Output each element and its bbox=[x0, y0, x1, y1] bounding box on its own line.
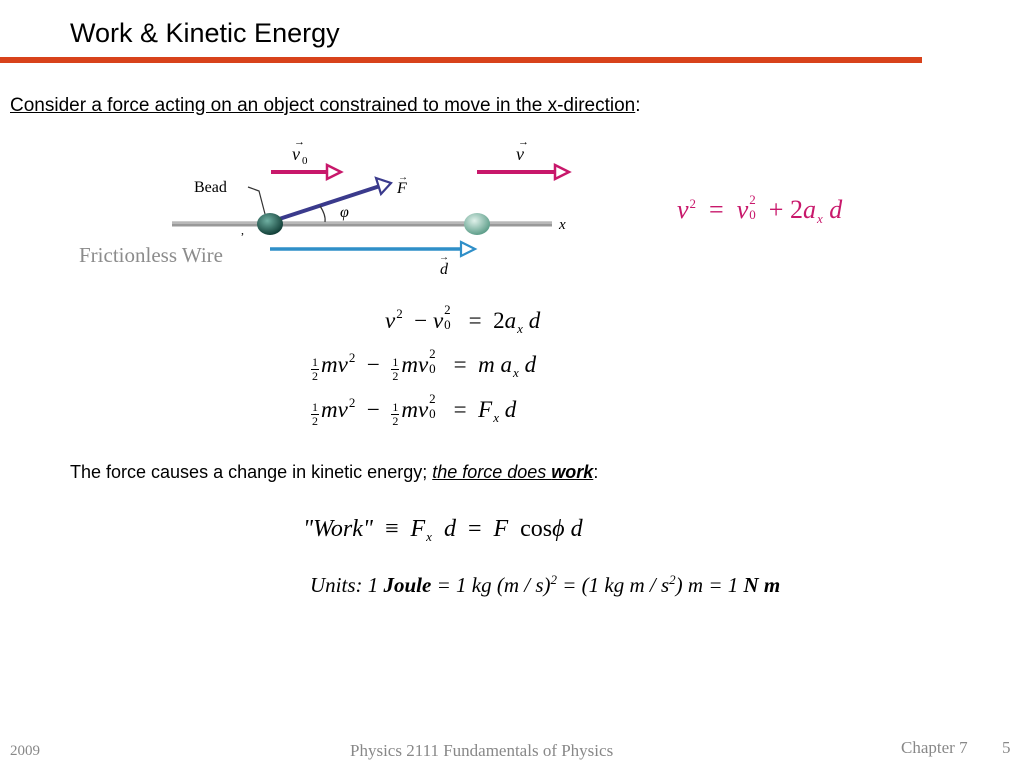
bead-label: Bead bbox=[194, 179, 227, 196]
bead-pointer-line bbox=[248, 187, 265, 214]
work-definition-equation bbox=[303, 516, 583, 545]
x-axis-label: x bbox=[559, 217, 566, 233]
F-label: F bbox=[397, 180, 407, 197]
eq-sup: 2 bbox=[429, 391, 436, 406]
eq-v: v bbox=[337, 352, 348, 377]
bead-initial bbox=[257, 213, 283, 235]
units-exp2: 2 bbox=[669, 572, 676, 587]
frac-num: 1 bbox=[312, 355, 318, 369]
units-line bbox=[310, 572, 780, 598]
eq-sup: 2 bbox=[749, 192, 756, 207]
d-label: d bbox=[440, 261, 448, 278]
phi-angle-arc bbox=[320, 206, 325, 222]
frac-den: 2 bbox=[312, 414, 318, 428]
cause-colon: : bbox=[593, 462, 599, 482]
units-exp1: 2 bbox=[550, 572, 557, 587]
v-arrowhead bbox=[555, 165, 569, 179]
frictionless-wire-label: Frictionless Wire bbox=[79, 243, 223, 267]
cause-plain: The force causes a change in kinetic energy; bbox=[70, 462, 433, 482]
eq-minus: − bbox=[366, 397, 380, 422]
footer-page-number: 5 bbox=[1002, 738, 1011, 757]
eq-sub: x bbox=[493, 410, 499, 425]
eq-v: v bbox=[337, 397, 348, 422]
eq-v: v bbox=[385, 308, 396, 333]
eq-v0: v bbox=[736, 195, 749, 224]
v0-arrow-symbol: → bbox=[294, 138, 305, 148]
eq-v: v bbox=[677, 195, 689, 224]
v-arrow-symbol: → bbox=[518, 138, 529, 148]
eq-minus: − bbox=[414, 308, 428, 333]
eq-m: m bbox=[478, 352, 495, 377]
eq-d: d bbox=[443, 516, 456, 542]
eq-minus: − bbox=[366, 352, 380, 377]
footer-year: 2009 bbox=[10, 743, 40, 759]
eq-sup: 2 bbox=[429, 346, 436, 361]
eq-equals: = bbox=[467, 516, 482, 542]
eq-m: m bbox=[401, 397, 418, 422]
eq-d: d bbox=[528, 308, 541, 333]
work-derivation-step-2 bbox=[311, 346, 537, 383]
intro-text bbox=[10, 95, 641, 117]
half-fraction bbox=[391, 356, 399, 383]
half-fraction bbox=[311, 401, 319, 428]
eq-plus: + bbox=[768, 195, 784, 224]
work-derivation-step-1 bbox=[385, 302, 541, 337]
eq-equals: = bbox=[468, 308, 482, 333]
frac-num: 1 bbox=[312, 400, 318, 414]
units-joule: Joule bbox=[383, 573, 432, 597]
intro-underlined: Consider a force acting on an object constrained to move in the x-direction bbox=[10, 95, 636, 116]
eq-sup: 2 bbox=[689, 196, 697, 211]
eq-sub: 0 bbox=[444, 317, 451, 332]
eq-d: d bbox=[829, 195, 843, 224]
units-part2: = (1 kg m / s bbox=[557, 573, 670, 597]
eq-sub: x bbox=[517, 321, 523, 336]
work-derivation-step-3 bbox=[311, 391, 517, 428]
eq-sup: 2 bbox=[348, 395, 356, 410]
eq-sub: x bbox=[426, 529, 432, 544]
footer-chapter: Chapter 7 bbox=[901, 738, 968, 757]
F-arrow-symbol: → bbox=[398, 172, 408, 183]
phi-label: φ bbox=[340, 204, 349, 221]
slide-title: Work & Kinetic Energy bbox=[70, 18, 340, 48]
eq-equals: = bbox=[453, 397, 467, 422]
eq-sub: x bbox=[816, 211, 823, 226]
v0-arrowhead bbox=[327, 165, 341, 179]
eq-v: v bbox=[417, 397, 429, 422]
force-arrowhead bbox=[376, 178, 391, 194]
v-label: v bbox=[516, 144, 524, 164]
eq-sup: 2 bbox=[396, 306, 403, 321]
eq-sup: 2 bbox=[444, 302, 451, 317]
eq-m: m bbox=[401, 352, 418, 377]
eq-m: m bbox=[321, 352, 338, 377]
intro-colon: : bbox=[635, 95, 641, 116]
displacement-arrowhead bbox=[461, 242, 475, 256]
frac-num: 1 bbox=[392, 355, 399, 369]
eq-sub: 0 bbox=[429, 361, 436, 376]
bead-final bbox=[464, 213, 490, 235]
eq-d: d bbox=[524, 352, 537, 377]
eq-sup: 2 bbox=[348, 350, 356, 365]
eq-sub: 0 bbox=[749, 207, 756, 222]
eq-a: a bbox=[504, 308, 517, 333]
eq-m: m bbox=[321, 397, 338, 422]
units-part3: ) m = 1 bbox=[675, 573, 744, 597]
eq-phi: ϕ bbox=[552, 516, 565, 542]
eq-sub: 0 bbox=[429, 406, 436, 421]
title-underline-bar bbox=[0, 57, 922, 63]
eq-equals: = bbox=[709, 195, 724, 224]
frac-num: 1 bbox=[392, 400, 399, 414]
eq-a: a bbox=[802, 195, 816, 224]
d-arrow-symbol: → bbox=[439, 252, 449, 263]
eq-cos: cos bbox=[520, 516, 553, 542]
eq-sub: x bbox=[513, 365, 519, 380]
wire-tick-mark: , bbox=[241, 223, 244, 237]
work-statement bbox=[70, 462, 598, 483]
eq-coef: 2 bbox=[789, 195, 803, 224]
eq-a: a bbox=[500, 352, 513, 377]
v0-subscript: 0 bbox=[302, 155, 308, 167]
frac-den: 2 bbox=[392, 369, 399, 383]
half-fraction bbox=[391, 401, 399, 428]
eq-v: v bbox=[417, 352, 429, 377]
units-prefix: Units: 1 bbox=[310, 573, 384, 597]
bead-on-wire-diagram bbox=[168, 138, 588, 288]
kinematics-equation bbox=[677, 192, 843, 227]
cause-bold-work: work bbox=[551, 462, 594, 482]
eq-F: F bbox=[478, 397, 493, 422]
eq-coef: 2 bbox=[493, 308, 505, 333]
eq-F: F bbox=[493, 516, 509, 542]
eq-d: d bbox=[504, 397, 517, 422]
eq-v0: v bbox=[432, 308, 444, 333]
eq-d: d bbox=[570, 516, 583, 542]
eq-equals: = bbox=[453, 352, 467, 377]
eq-work: "Work" bbox=[303, 516, 373, 542]
half-fraction bbox=[311, 356, 319, 383]
footer-course: Physics 2111 Fundamentals of Physics bbox=[350, 741, 614, 760]
frac-den: 2 bbox=[392, 414, 399, 428]
eq-F: F bbox=[410, 516, 426, 542]
cause-italic: the force does bbox=[432, 462, 552, 482]
units-nm: N m bbox=[743, 573, 781, 597]
frac-den: 2 bbox=[312, 369, 318, 383]
units-part1: = 1 kg (m / s) bbox=[431, 573, 551, 597]
v0-label: v bbox=[292, 144, 300, 164]
eq-equiv: ≡ bbox=[384, 516, 399, 542]
